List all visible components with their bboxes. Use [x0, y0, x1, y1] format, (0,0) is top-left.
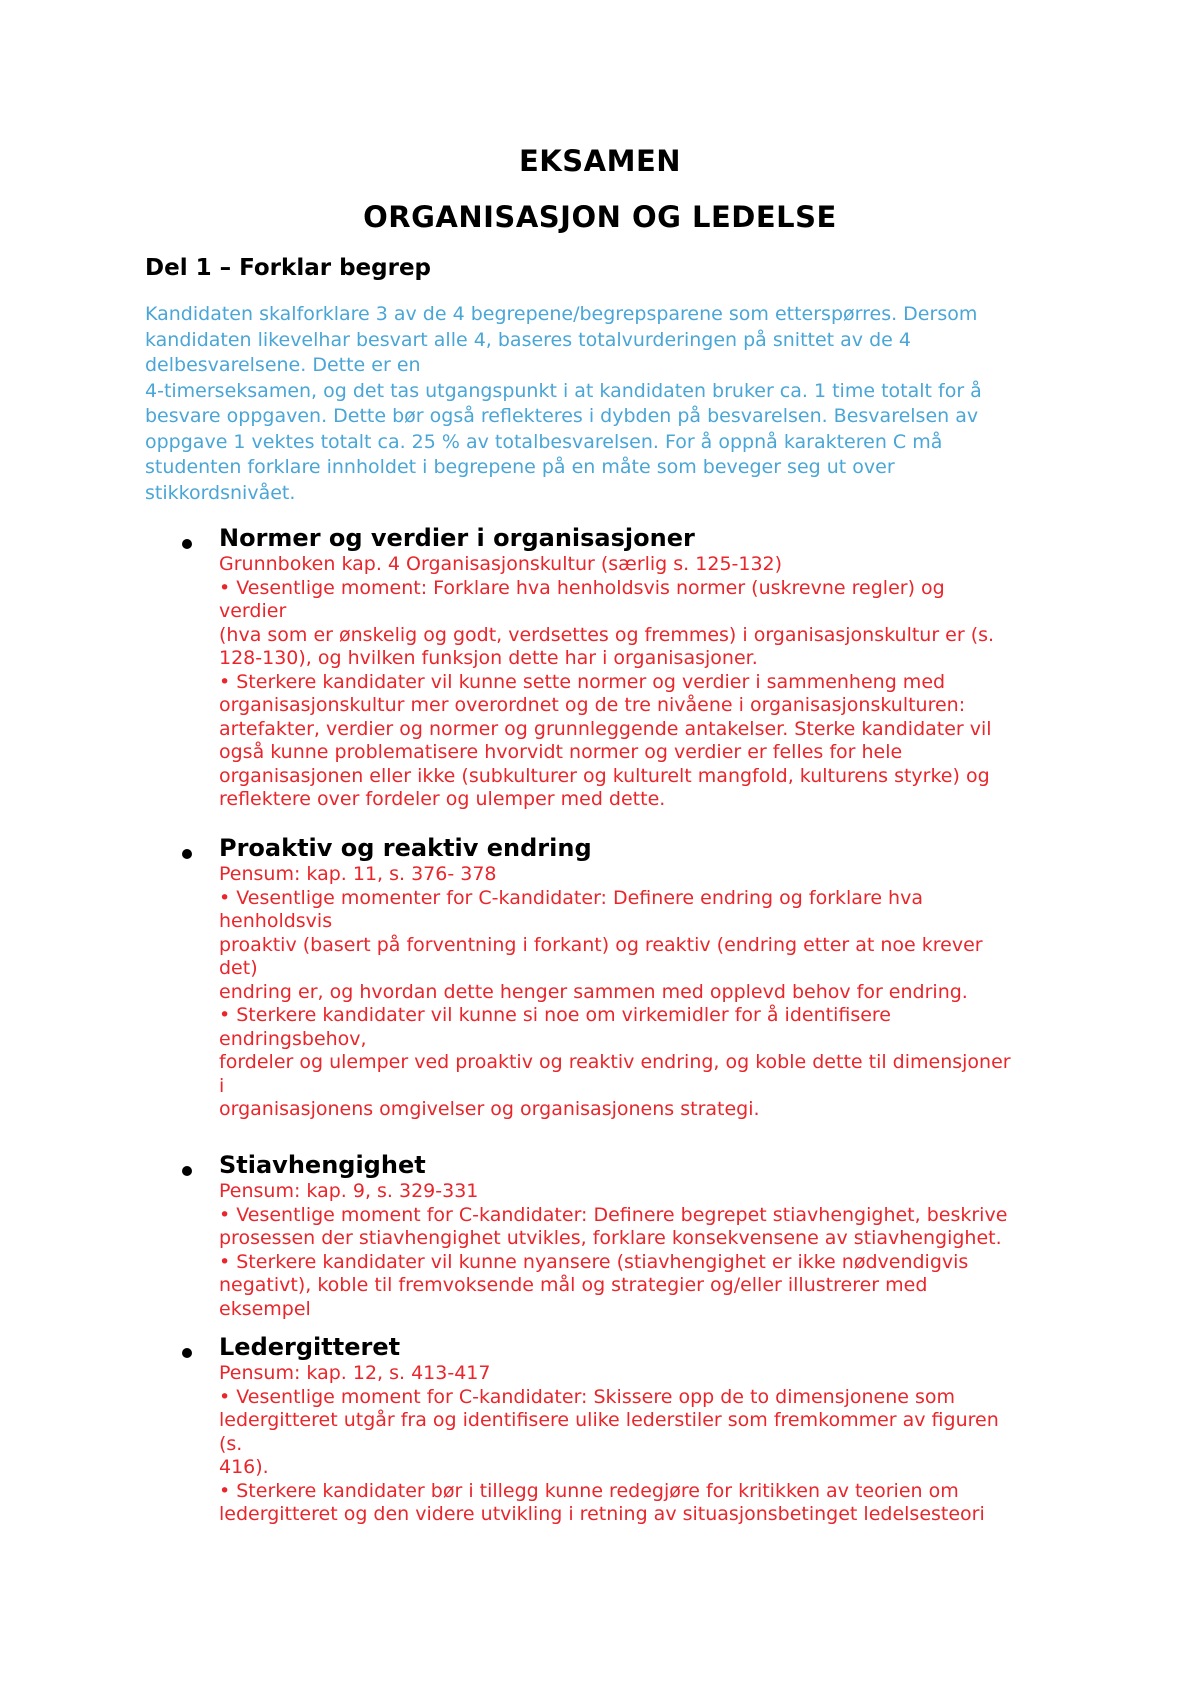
bullet-icon: [182, 1166, 192, 1176]
body-line: endringsbehov,: [219, 1027, 367, 1050]
intro-line: delbesvarelsene. Dette er en: [145, 354, 421, 376]
item-title: Stiavhengighet: [219, 1151, 426, 1179]
body-line: artefakter, verdier og normer og grunnleggende antakelser. Sterke kandidater vil: [219, 717, 992, 740]
body-line: (hva som er ønskelig og godt, verdsettes og fremmes) i organisasjonskultur er (s.: [219, 623, 995, 646]
intro-line: besvare oppgaven. Dette bør også reflekteres i dybden på besvarelsen. Besvarelsen av: [145, 405, 979, 427]
intro-line: kandidaten likevelhar besvart alle 4, baseres totalvurderingen på snittet av de 4: [145, 328, 911, 351]
body-line: (s.: [219, 1432, 243, 1455]
body-line: • Vesentlige momenter for C-kandidater: Definere endring og forklare hva: [219, 886, 923, 909]
body-line: • Vesentlige moment: Forklare hva henholdsvis normer (uskrevne regler) og: [219, 576, 945, 599]
body-line: • Sterkere kandidater vil kunne sette normer og verdier i sammenheng med: [219, 670, 946, 693]
body-line: Grunnboken kap. 4 Organisasjonskultur (særlig s. 125-132): [219, 553, 783, 575]
body-line: Pensum: kap. 12, s. 413-417: [219, 1362, 491, 1384]
body-line: • Vesentlige moment for C-kandidater: Definere begrepet stiavhengighet, beskrive: [219, 1203, 1008, 1226]
intro-line: studenten forklare innholdet i begrepene på en måte som beveger seg ut over: [145, 456, 895, 478]
body-line: prosessen der stiavhengighet utvikles, forklare konsekvensene av stiavhengighet.: [219, 1227, 1002, 1249]
list-item: [145, 523, 1075, 812]
list-item: [145, 833, 1075, 1122]
item-body: [219, 863, 1075, 1122]
body-line: ledergitteret utgår fra og identifisere ulike lederstiler som fremkommer av figuren: [219, 1409, 999, 1431]
section-heading: Del 1 – Forklar begrep: [145, 255, 432, 281]
body-line: organisasjonens omgivelser og organisasjonens strategi.: [219, 1098, 760, 1120]
body-line: eksempel: [219, 1297, 311, 1320]
page-title: EKSAMEN: [518, 144, 682, 178]
body-line: 416).: [219, 1456, 269, 1478]
body-line: proaktiv (basert på forventning i forkant) og reaktiv (endring etter at noe krever: [219, 933, 983, 956]
body-line: verdier: [219, 600, 287, 622]
list-item: [145, 1332, 1075, 1527]
item-body: [219, 553, 1075, 812]
bullet-icon: [182, 849, 192, 859]
intro-line: stikkordsnivået.: [145, 481, 296, 504]
body-line: • Sterkere kandidater vil kunne nyansere (stiavhengighet er ikke nødvendigvis: [219, 1250, 969, 1273]
section-intro: [145, 302, 1055, 506]
body-line: endring er, og hvordan dette henger sammen med opplevd behov for endring.: [219, 980, 968, 1003]
body-line: ledergitteret og den videre utvikling i retning av situasjonsbetinget ledelsesteori: [219, 1503, 985, 1525]
body-line: 128-130), og hvilken funksjon dette har i organisasjoner.: [219, 647, 758, 669]
intro-line: 4-timerseksamen, og det tas utgangspunkt i at kandidaten bruker ca. 1 time totalt for å: [145, 379, 982, 402]
body-line: Pensum: kap. 9, s. 329-331: [219, 1180, 479, 1202]
item-title: Proaktiv og reaktiv endring: [219, 834, 592, 862]
body-line: • Sterkere kandidater vil kunne si noe om virkemidler for å identifisere: [219, 1004, 891, 1026]
bullet-icon: [182, 539, 192, 549]
item-title: Ledergitteret: [219, 1333, 401, 1361]
body-line: organisasjonskultur mer overordnet og de tre nivåene i organisasjonskulturen:: [219, 694, 966, 716]
bullet-icon: [182, 1348, 192, 1358]
body-line: organisasjonen eller ikke (subkulturer og kulturelt mangfold, kulturens styrke) og: [219, 764, 990, 787]
item-body: [219, 1362, 1075, 1527]
body-line: Pensum: kap. 11, s. 376- 378: [219, 863, 497, 885]
page-subtitle: ORGANISASJON OG LEDELSE: [363, 200, 837, 234]
body-line: det): [219, 957, 258, 979]
body-line: • Sterkere kandidater bør i tillegg kunne redegjøre for kritikken av teorien om: [219, 1479, 959, 1502]
body-line: negativt), koble til fremvoksende mål og strategier og/eller illustrerer med: [219, 1274, 928, 1296]
intro-line: oppgave 1 vektes totalt ca. 25 % av totalbesvarelsen. For å oppnå karakteren C må: [145, 430, 943, 453]
body-line: også kunne problematisere hvorvidt normer og verdier er felles for hele: [219, 741, 903, 763]
intro-line: Kandidaten skalforklare 3 av de 4 begrepene/begrepsparene som etterspørres. Dersom: [145, 303, 978, 325]
item-body: [219, 1180, 1075, 1321]
body-line: fordeler og ulemper ved proaktiv og reaktiv endring, og koble dette til dimensjoner: [219, 1051, 1011, 1073]
body-line: i: [219, 1074, 225, 1097]
body-line: • Vesentlige moment for C-kandidater: Skissere opp de to dimensjonene som: [219, 1385, 956, 1408]
item-title: Normer og verdier i organisasjoner: [219, 524, 695, 552]
body-line: reflektere over fordeler og ulemper med dette.: [219, 788, 666, 810]
list-item: [145, 1150, 1075, 1321]
body-line: henholdsvis: [219, 910, 333, 932]
